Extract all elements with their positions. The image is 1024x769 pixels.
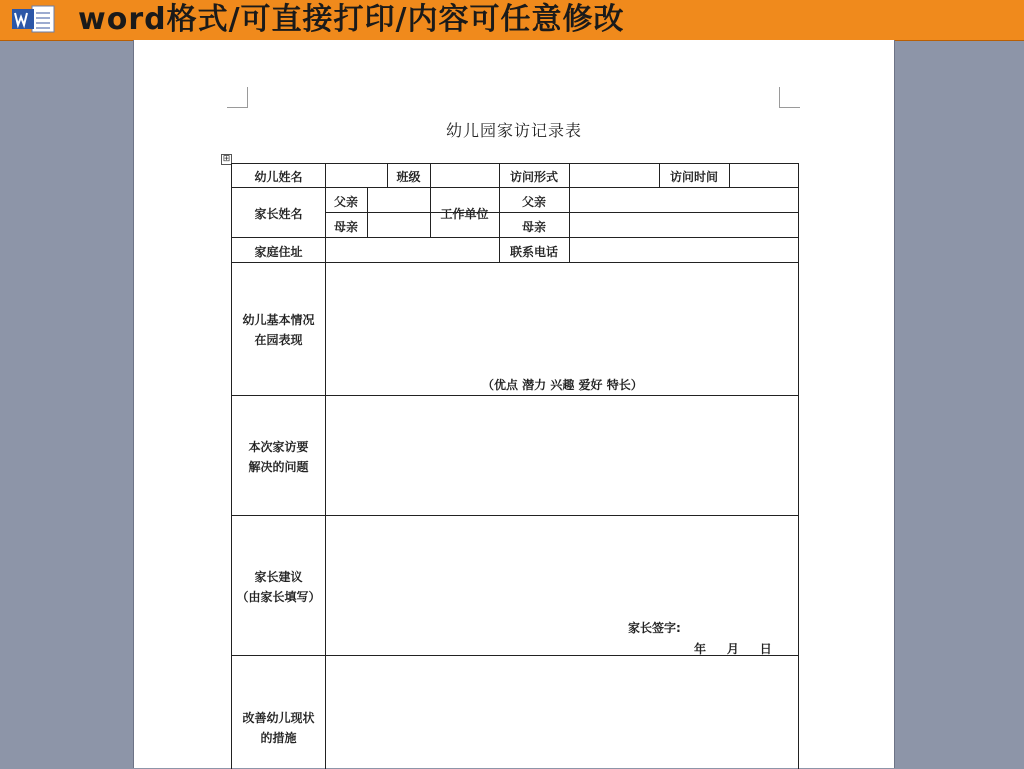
label-advice-line1: 家长建议 (254, 570, 303, 584)
row-line (232, 187, 798, 188)
word-document-icon (8, 4, 64, 34)
col-line (729, 164, 730, 188)
col-line (367, 188, 368, 238)
row-line (326, 212, 798, 213)
col-line (430, 164, 431, 238)
col-line (569, 164, 570, 263)
document-title: 幼儿园家访记录表 (445, 121, 582, 140)
label-work-mother: 母亲 (521, 220, 546, 234)
label-issue-line2: 解决的问题 (248, 460, 309, 474)
basic-info-hint: （优点 潜力 兴趣 爱好 特长） (482, 378, 643, 392)
label-measures-line1: 改善幼儿现状 (242, 711, 315, 725)
label-mother: 母亲 (333, 220, 358, 234)
label-advice-line2: （由家长填写） (236, 590, 321, 604)
parent-signature-label: 家长签字: (628, 621, 681, 635)
top-banner (0, 0, 1024, 41)
label-class: 班级 (396, 170, 421, 184)
label-measures-line2: 的措施 (260, 731, 297, 745)
label-address: 家庭住址 (254, 245, 303, 259)
row-line (232, 237, 798, 238)
label-issue-line1: 本次家访要 (248, 440, 309, 454)
row-line (232, 395, 798, 396)
table-move-handle-icon[interactable]: ⊞ (222, 154, 231, 164)
row-line (232, 515, 798, 516)
label-child-name: 幼儿姓名 (254, 170, 303, 184)
label-basic-info-line2: 在园表现 (254, 333, 303, 347)
label-parent-name: 家长姓名 (254, 207, 303, 221)
col-line (325, 164, 326, 769)
signature-date: 年 月 日 (694, 642, 772, 656)
row-line (232, 262, 798, 263)
visit-record-table (231, 163, 799, 769)
label-visit-form: 访问形式 (509, 170, 558, 184)
label-work-father: 父亲 (521, 195, 546, 209)
label-phone: 联系电话 (509, 245, 558, 259)
document-page (133, 40, 895, 768)
label-basic-info-line1: 幼儿基本情况 (242, 313, 315, 327)
label-work-unit: 工作单位 (440, 207, 489, 221)
banner-text: word格式/可直接打印/内容可任意修改 (78, 2, 625, 37)
label-father: 父亲 (333, 195, 358, 209)
crop-mark-top-right (779, 87, 800, 108)
label-visit-time: 访问时间 (669, 170, 718, 184)
crop-mark-top-left (227, 87, 248, 108)
